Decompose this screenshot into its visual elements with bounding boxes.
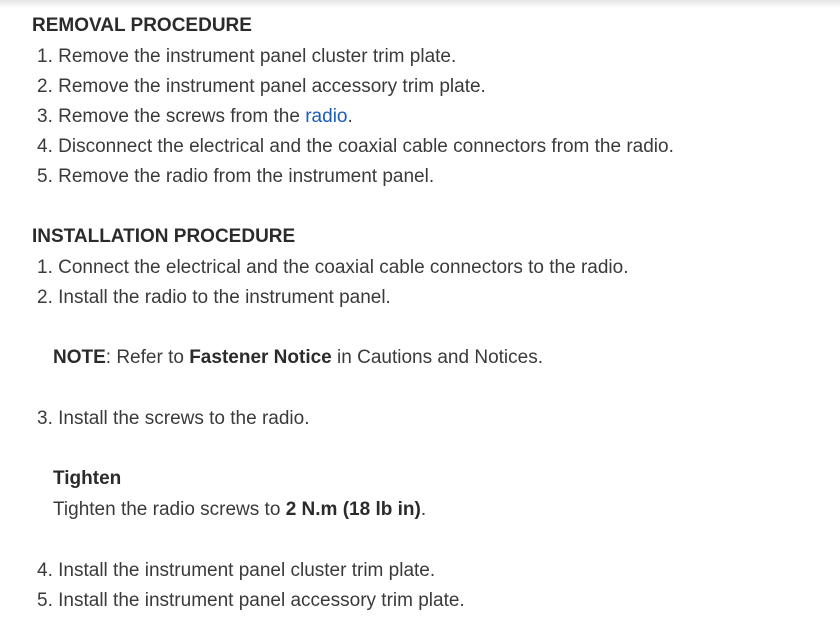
removal-step-2 (37, 76, 486, 98)
fastener-note (53, 347, 543, 369)
step-number: 1. (37, 257, 53, 278)
installation-step-2 (37, 287, 391, 309)
step-number: 3. (37, 408, 53, 429)
tighten-text-after: . (420, 499, 427, 520)
note-text-after: in Cautions and Notices. (331, 347, 543, 368)
step-text: Install the radio to the instrument panel. (58, 287, 391, 308)
step-number: 1. (37, 46, 53, 67)
installation-step-4 (37, 560, 435, 582)
step-number: 5. (37, 590, 53, 611)
step-text: Remove the instrument panel accessory trim plate. (58, 76, 486, 97)
step-number: 2. (37, 287, 53, 308)
installation-step-5 (37, 590, 465, 612)
radio-link[interactable]: radio (305, 106, 348, 127)
tighten-spec (53, 499, 426, 521)
top-shadow (0, 0, 840, 8)
step-text: Install the instrument panel accessory trim plate. (58, 590, 465, 611)
installation-heading: INSTALLATION PROCEDURE (32, 226, 296, 247)
step-text: Remove the radio from the instrument panel. (58, 166, 435, 187)
step-text: Disconnect the electrical and the coaxial cable connectors from the radio. (58, 136, 674, 157)
note-text-before: : Refer to (105, 347, 190, 368)
step-number: 4. (37, 560, 53, 581)
step-number: 4. (37, 136, 53, 157)
removal-step-1 (37, 46, 456, 68)
step-text: Install the screws to the radio. (58, 408, 310, 429)
step-text: Install the instrument panel cluster trim plate. (58, 560, 436, 581)
removal-step-5 (37, 166, 434, 188)
tighten-label: Tighten (53, 468, 122, 489)
step-text-before: Remove the screws from the (58, 106, 306, 127)
installation-step-3 (37, 408, 309, 430)
step-text: Connect the electrical and the coaxial cable connectors to the radio. (58, 257, 629, 278)
removal-step-3 (37, 106, 353, 128)
step-text: Remove the instrument panel cluster trim plate. (58, 46, 457, 67)
step-number: 3. (37, 106, 53, 127)
note-label: NOTE (53, 347, 106, 368)
removal-heading: REMOVAL PROCEDURE (32, 15, 252, 36)
step-number: 2. (37, 76, 53, 97)
note-bold: Fastener Notice (189, 347, 332, 368)
torque-value: 2 N.m (18 lb in) (285, 499, 421, 520)
step-text-after: . (347, 106, 353, 127)
removal-step-4 (37, 136, 674, 158)
installation-step-1 (37, 257, 628, 279)
step-number: 5. (37, 166, 53, 187)
tighten-title (53, 468, 121, 490)
tighten-text-before: Tighten the radio screws to (53, 499, 286, 520)
